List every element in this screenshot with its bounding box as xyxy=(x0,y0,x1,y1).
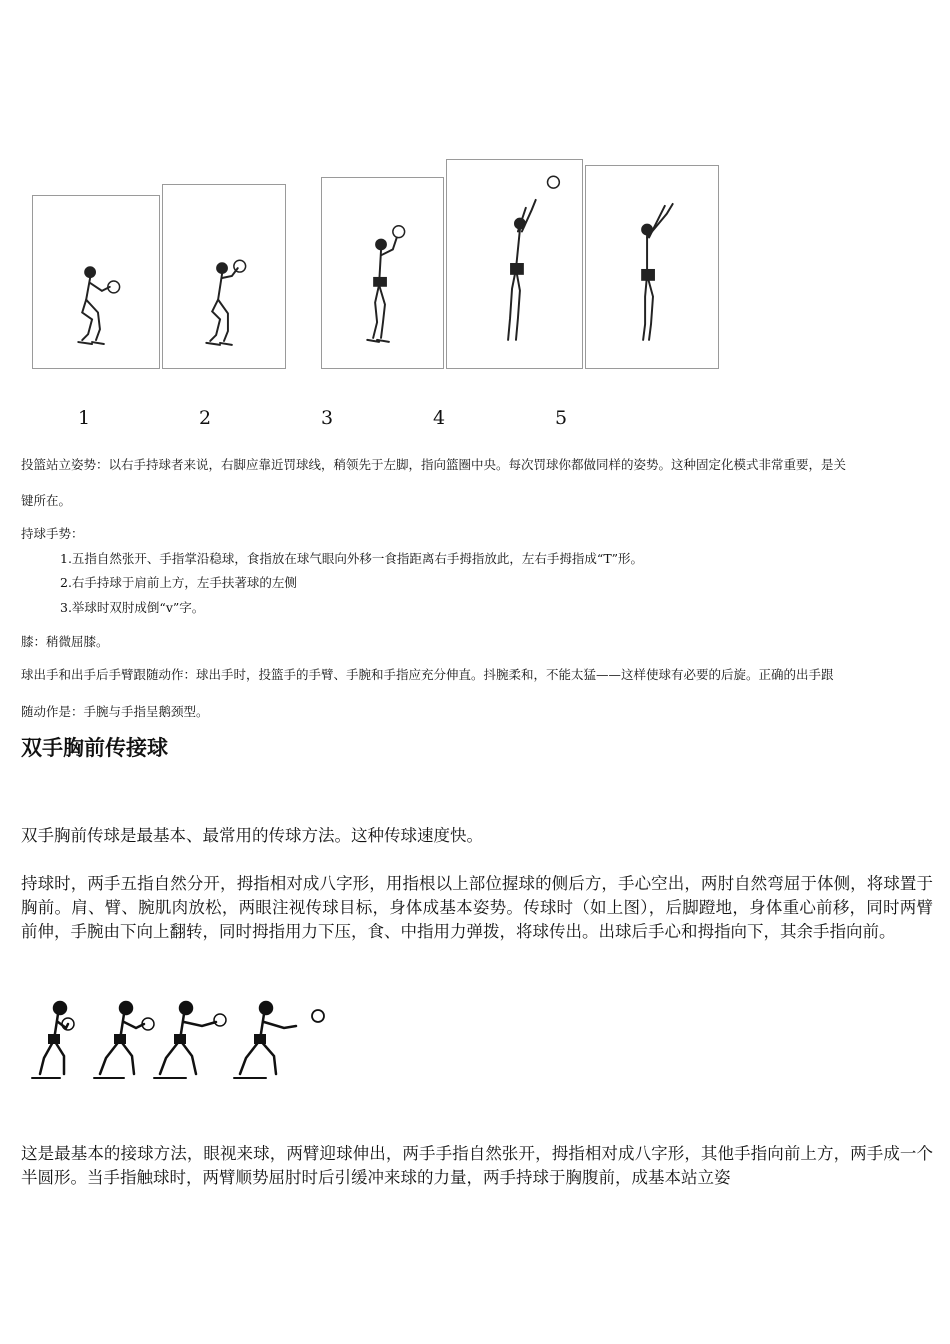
shooting-figure-5 xyxy=(585,165,719,369)
shooting-figure-3 xyxy=(321,177,444,369)
knee-text: 膝：稍微屈膝。 xyxy=(21,634,109,649)
shooting-figure-1 xyxy=(32,195,160,369)
shooting-stance-text-cont: 键所在。 xyxy=(21,493,72,508)
pass-method-paragraph: 持球时，两手五指自然分开，拇指相对成八字形，用指根以上部位握球的侧后方，手心空出，两肘自然弯屈于体侧，将球置于胸前。肩、臂、腕肌肉放松，两眼注视传球目标，身体成基本姿势。传球时（如上图），后脚蹬地，身体重心前移，同时两臂前伸，手腕由下向上翻转，同时拇指用力下压，食、中指用力弹拨，将球传出。出球后手心和拇指向下，其余手指向前。 xyxy=(21,874,933,941)
figure-label-4: 4 xyxy=(433,407,446,429)
grip-item-1: 1.五指自然张开、手指掌沿稳球，食指放在球气眼向外移一食指距离右手拇指放此，左右手拇指成“T”形。 xyxy=(60,551,644,566)
pass-intro-paragraph: 双手胸前传球是最基本、最常用的传球方法。这种传球速度快。 xyxy=(21,826,483,845)
grip-item-3: 3.举球时双肘成倒“v”字。 xyxy=(60,600,205,615)
catch-method-paragraph: 这是最基本的接球方法，眼视来球，两臂迎球伸出，两手手指自然张开，拇指相对成八字形，其他手指向前上方，两手成一个半圆形。当手指触球时，两臂顺势屈肘时后引缓冲来球的力量，两手持球于胸腹前，成基本站立姿 xyxy=(21,1144,933,1187)
release-text-cont: 随动作是：手腕与手指呈鹅颈型。 xyxy=(21,704,209,719)
grip-item-2: 2.右手持球于肩前上方，左手扶著球的左侧 xyxy=(60,575,297,590)
figure-label-2: 2 xyxy=(199,407,212,429)
figure-label-5: 5 xyxy=(555,407,568,429)
release-text: 球出手和出手后手臂跟随动作：球出手时，投篮手的手臂、手腕和手指应充分伸直。抖腕柔和，不能太猛——这样使球有必要的后旋。正确的出手跟 xyxy=(21,667,834,682)
figure-label-3: 3 xyxy=(321,407,334,429)
shooting-figure-2 xyxy=(162,184,286,369)
figure-label-1: 1 xyxy=(78,407,91,429)
grip-title: 持球手势： xyxy=(21,526,84,541)
section-title: 双手胸前传接球 xyxy=(21,736,168,760)
shooting-figure-4 xyxy=(446,159,583,369)
shooting-stance-text: 投篮站立姿势：以右手持球者来说，右脚应靠近罚球线，稍领先于左脚，指向篮圈中央。每次罚球你都做同样的姿势。这种固定化模式非常重要，是关 xyxy=(21,457,847,472)
chest-pass-sequence-figure xyxy=(20,994,332,1106)
